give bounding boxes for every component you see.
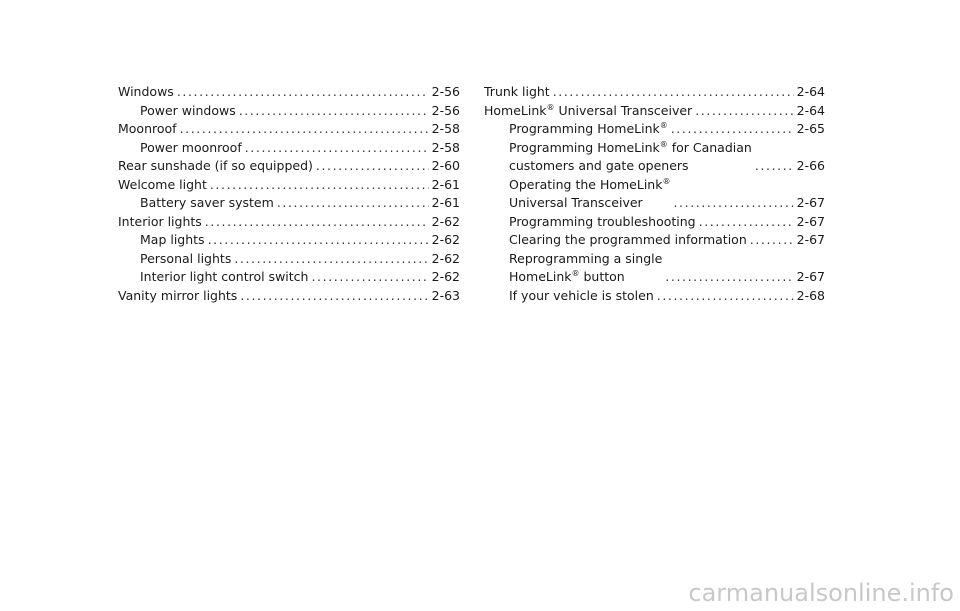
toc-title-part: Universal Transceiver [554, 102, 693, 118]
toc-entry-page: 2-62 [431, 213, 460, 229]
toc-entry-page: 2-67 [796, 269, 825, 284]
toc-leader-dots [665, 268, 793, 287]
toc-entry-title: If your vehicle is stolen [509, 287, 654, 303]
toc-entry-title [509, 250, 662, 287]
toc-entry-page: 2-61 [431, 176, 460, 192]
toc-leader-dots [671, 120, 794, 139]
toc-entry-title: Trunk light [484, 84, 550, 99]
toc-entry[interactable] [118, 250, 460, 269]
toc-title-part: Operating the HomeLink [509, 176, 663, 192]
toc-entry-title: Battery saver system [140, 195, 274, 210]
toc-entry-page: 2-62 [431, 250, 460, 266]
toc-title-part: HomeLink [509, 269, 572, 284]
toc-entry[interactable] [118, 194, 460, 213]
toc-title-part: for Canadian [667, 139, 752, 155]
toc-leader-dots [673, 194, 793, 213]
registered-mark: ® [662, 176, 671, 186]
toc-entry-title: Interior light control switch [140, 269, 309, 284]
toc-title-part: button [579, 269, 625, 284]
toc-entry-page: 2-67 [796, 195, 825, 210]
toc-leader-dots [657, 287, 794, 306]
toc-entry-page: 2-56 [431, 84, 460, 99]
toc-entry-title: Vanity mirror lights [118, 287, 238, 303]
toc-entry-reprogramming[interactable] [484, 250, 825, 287]
toc-entry-title [509, 120, 668, 139]
toc-entry-programming-homelink[interactable] [484, 120, 825, 139]
toc-entry-title: Power windows [140, 102, 236, 118]
toc-entry[interactable] [118, 83, 460, 102]
toc-entry-operating-homelink[interactable] [484, 176, 825, 213]
toc-entry[interactable] [118, 268, 460, 287]
toc-leader-dots [277, 194, 429, 213]
toc-entry[interactable] [118, 213, 460, 232]
toc-leader-dots [208, 231, 429, 250]
toc-entry-page: 2-58 [431, 121, 460, 136]
toc-leader-dots [750, 231, 794, 250]
toc-entry-troubleshooting[interactable] [484, 213, 825, 232]
toc-title-line-1 [509, 139, 752, 158]
toc-entry[interactable] [118, 176, 460, 195]
toc-entry-programming-canadian[interactable] [484, 139, 825, 176]
toc-leader-dots [177, 83, 429, 102]
toc-entry-page: 2-62 [431, 269, 460, 284]
toc-entry-trunk-light[interactable] [484, 83, 825, 102]
toc-entry[interactable] [118, 157, 460, 176]
toc-leader-dots [245, 139, 429, 158]
registered-mark: ® [571, 269, 580, 278]
toc-entry-page: 2-60 [431, 158, 460, 173]
toc-entry[interactable] [118, 120, 460, 139]
toc-entry[interactable] [118, 102, 460, 121]
toc-entry-page: 2-64 [796, 84, 825, 99]
toc-leader-dots [240, 287, 428, 306]
toc-title-line-2 [509, 268, 662, 287]
toc-entry-page: 2-68 [796, 287, 825, 303]
toc-leader-dots [755, 157, 794, 176]
toc-entry-clearing[interactable] [484, 231, 825, 250]
toc-leader-dots [553, 83, 794, 102]
toc-entry-page: 2-67 [796, 232, 825, 247]
toc-title-line-1: Reprogramming a single [509, 250, 663, 266]
toc-entry[interactable] [118, 139, 460, 158]
toc-entry-title: Rear sunshade (if so equipped) [118, 158, 313, 173]
toc-title-line-2: Universal Transceiver [509, 195, 643, 210]
toc-entry-page: 2-61 [431, 195, 460, 210]
toc-entry-page: 2-64 [796, 102, 825, 118]
toc-leader-dots [699, 213, 794, 232]
toc-title-part: Programming HomeLink [509, 121, 660, 136]
toc-entry-title: Power moonroof [140, 139, 242, 155]
toc-entry-page: 2-65 [796, 121, 825, 136]
toc-entry-page: 2-62 [431, 232, 460, 247]
toc-leader-dots [311, 268, 428, 287]
toc-entry-page: 2-58 [431, 139, 460, 155]
toc-entry-page: 2-67 [796, 213, 825, 229]
toc-entry[interactable] [118, 287, 460, 306]
toc-entry-page: 2-66 [796, 158, 825, 173]
toc-entry-homelink-transceiver[interactable] [484, 102, 825, 121]
toc-leader-dots [316, 157, 429, 176]
toc-entry-title [509, 139, 752, 176]
registered-mark: ® [546, 102, 555, 112]
registered-mark: ® [659, 139, 668, 149]
toc-right-column [484, 83, 825, 305]
toc-title-line-1 [509, 176, 670, 195]
toc-entry-title: Welcome light [118, 176, 207, 192]
toc-entry-stolen[interactable] [484, 287, 825, 306]
toc-entry[interactable] [118, 231, 460, 250]
watermark-text: carmanualsonline.info [688, 579, 954, 607]
toc-entry-title: Programming troubleshooting [509, 213, 696, 229]
registered-mark: ® [659, 121, 668, 130]
toc-leader-dots [210, 176, 429, 195]
toc-entry-title [484, 102, 692, 121]
toc-entry-title [509, 176, 670, 213]
toc-left-column [118, 83, 460, 305]
toc-title-line-2: customers and gate openers [509, 158, 689, 173]
toc-entry-title: Interior lights [118, 213, 202, 229]
toc-title-part: HomeLink [484, 102, 547, 118]
toc-leader-dots [234, 250, 428, 269]
toc-entry-title: Moonroof [118, 121, 177, 136]
toc-leader-dots [695, 102, 793, 121]
toc-entry-title: Map lights [140, 232, 205, 247]
toc-title-part: Programming HomeLink [509, 139, 660, 155]
toc-leader-dots [239, 102, 429, 121]
toc-entry-title: Personal lights [140, 250, 232, 266]
toc-entry-page: 2-56 [431, 102, 460, 118]
toc-leader-dots [180, 120, 429, 139]
toc-entry-page: 2-63 [431, 287, 460, 303]
toc-entry-title: Clearing the programmed information [509, 232, 747, 247]
toc-entry-title: Windows [118, 84, 174, 99]
toc-leader-dots [205, 213, 429, 232]
